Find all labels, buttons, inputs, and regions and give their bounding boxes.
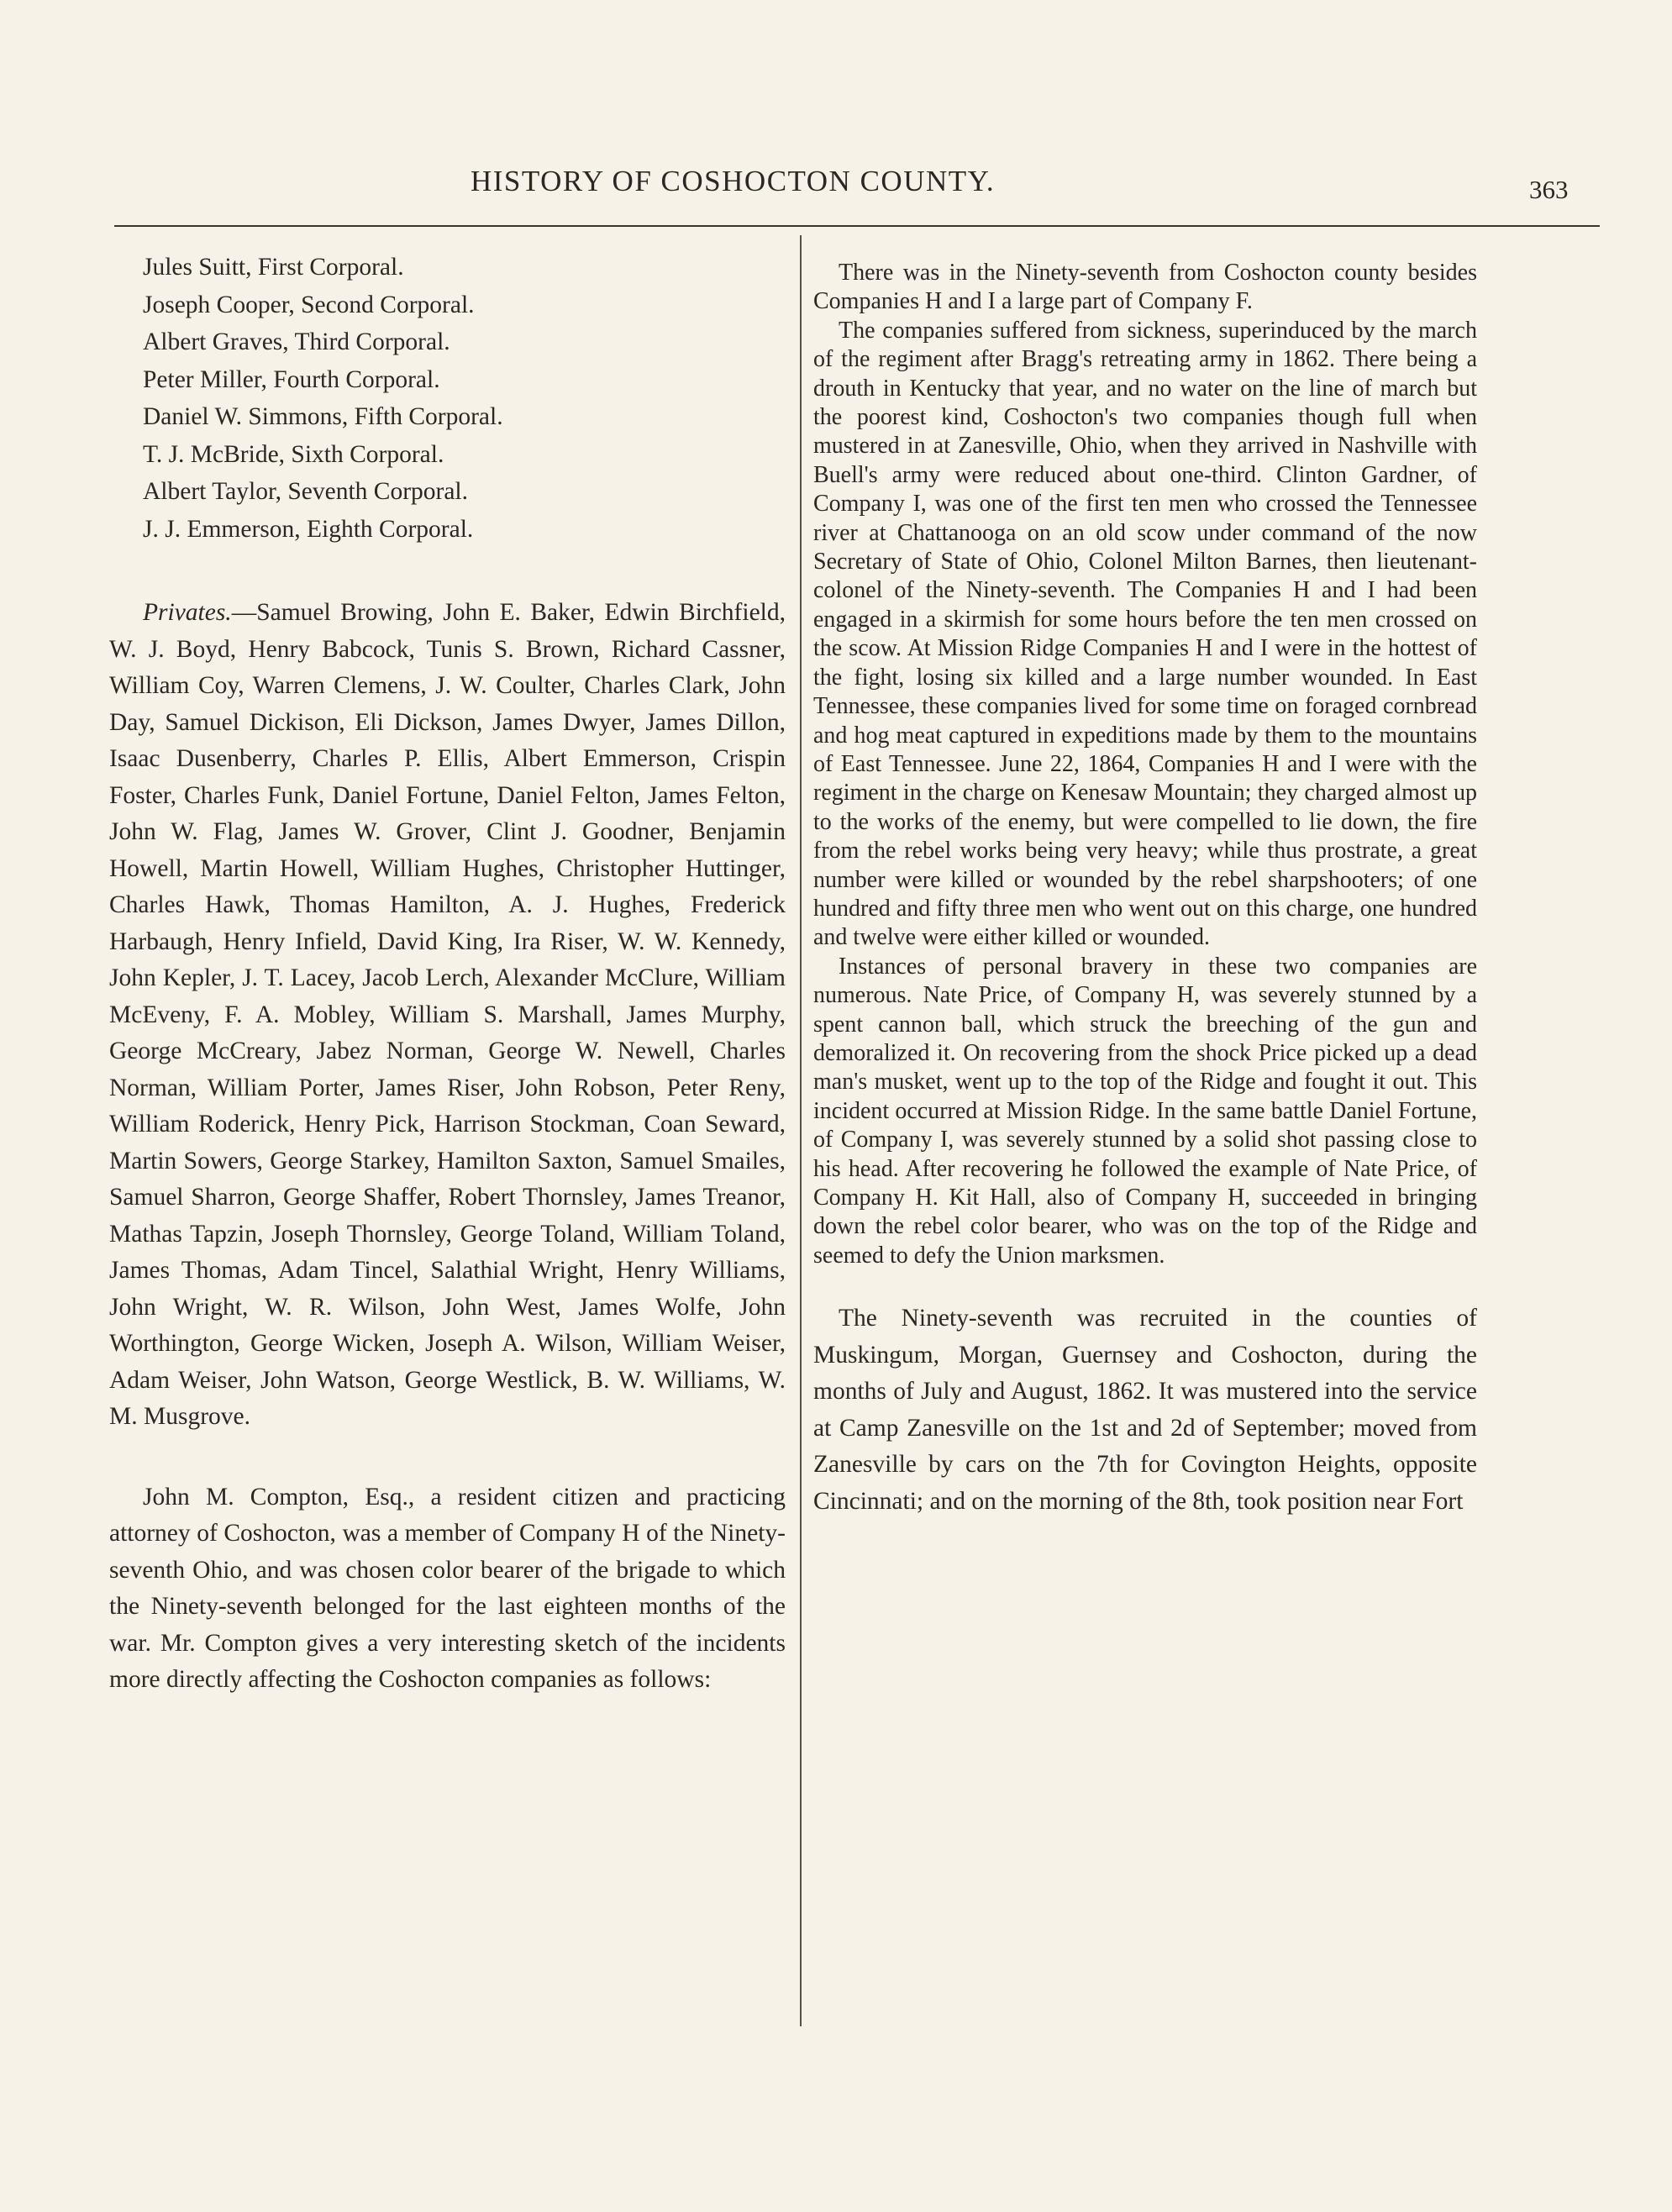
roster-line: Daniel W. Simmons, Fifth Corporal. — [143, 403, 503, 430]
roster-line: Jules Suitt, First Corporal. — [143, 254, 404, 281]
narrative-paragraph: Instances of personal bravery in these two companies are numerous. Nate Price, of Company H, was severely stunned by a spent cannon ball, which struck the breeching of the gun and demoralized it. On recovering from the shock Price picked up a dead man's musket, went up to the top of the Ridge and fought it out. This incident occurred at Mission Ridge. In the same battle Daniel Fortune, of Company I, was severely stunned by a solid shot passing close to his head. After recovering he followed the example of Nate Price, of Company H. Kit Hall, also of Company H, succeeded in bringing down the rebel color bearer, who was on the top of the Ridge and seemed to defy the Union marksmen. — [813, 953, 1477, 1269]
page-number: 363 — [1529, 175, 1569, 204]
column-divider — [800, 235, 802, 2026]
compton-narrative — [813, 259, 1477, 1270]
narrative-paragraph: There was in the Ninety-seventh from Coshocton county besides Companies H and I a large part of Company F. — [813, 260, 1477, 315]
narrative-paragraph: The companies suffered from sickness, superinduced by the march of the regiment after Bragg's retreating army in 1862. There being a drouth in Kentucky that year, and no water on the line of march but the poorest kind, Coshocton's two companies though full when mustered in at Zanesville, Ohio, when they arrived in Nashville with Buell's army were reduced about one-third. Clinton Gardner, of Company I, was one of the first ten men who crossed the Tennessee river at Chattanooga on an old scow under command of the now Secretary of State of Ohio, Colonel Milton Barnes, then lieutenant-colonel of the Ninety-seventh. The Companies H and I had been engaged in a skirmish for some hours before the ten men crossed on the scow. At Mission Ridge Companies H and I were in the hottest of the fight, losing six killed and a large number wounded. In East Tennessee, these companies lived for some time on foraged cornbread and hog meat captured in expeditions made by them to the mountains of East Tennessee. June 22, 1864, Companies H and I were with the regiment in the charge on Kenesaw Mountain; they charged almost up to the works of the enemy, but were compelled to lie down, the fire from the rebel works being very heavy; while thus prostrate, a great number were killed or wounded by the rebel sharpshooters; of one hundred and fifty three men who went out on this charge, one hundred and twelve were either killed or wounded. — [813, 317, 1477, 951]
recruitment-paragraph: The Ninety-seventh was recruited in the counties of Muskingum, Morgan, Guernsey and Coshocton, during the months of July and August, 1862. It was mustered into the service at Camp Zanesville on the 1st and 2d of September; moved from Zanesville by cars on the 7th for Covington Heights, opposite Cincinnati; and on the morning of the 8th, took position near Fort — [813, 1305, 1477, 1515]
roster-line: J. J. Emmerson, Eighth Corporal. — [143, 515, 474, 543]
roster-line: T. J. McBride, Sixth Corporal. — [143, 440, 444, 468]
header-rule — [114, 225, 1600, 227]
privates-list: —Samuel Browing, John E. Baker, Edwin Birchfield, W. J. Boyd, Henry Babcock, Tunis S. Brown, Richard Cassner, William Coy, Warren Clemens, J. W. Coulter, Charles Clark, John Day, Samuel Dickison, Eli Dickson, James Dwyer, James Dillon, Isaac Dusenberry, Charles P. Ellis, Albert Emmerson, Crispin Foster, Charles Funk, Daniel Fortune, Daniel Felton, James Felton, John W. Flag, James W. Grover, Clint J. Goodner, Benjamin Howell, Martin Howell, William Hughes, Christopher Huttinger, Charles Hawk, Thomas Hamilton, A. J. Hughes, Frederick Harbaugh, Henry Infield, David King, Ira Riser, W. W. Kennedy, John Kepler, J. T. Lacey, Jacob Lerch, Alexander McClure, William McEveny, F. A. Mobley, William S. Marshall, James Murphy, George McCreary, Jabez Norman, George W. Newell, Charles Norman, William Porter, James Riser, John Robson, Peter Reny, William Roderick, Henry Pick, Harrison Stockman, Coan Seward, Martin Sowers, George Starkey, Hamilton Saxton, Samuel Smailes, Samuel Sharron, George Shaffer, Robert Thornsley, James Treanor, Mathas Tapzin, Joseph Thornsley, George Toland, William Toland, James Thomas, Adam Tincel, Salathial Wright, Henry Williams, John Wright, W. R. Wilson, John West, James Wolfe, John Worthington, George Wicken, Joseph A. Wilson, William Weiser, Adam Weiser, John Watson, George Westlick, B. W. Williams, W. M. Musgrove. — [109, 599, 786, 1430]
privates-paragraph — [109, 595, 786, 1436]
privates-label: Privates. — [143, 599, 232, 626]
right-column — [813, 259, 1477, 1545]
compton-paragraph: John M. Compton, Esq., a resident citizen and practicing attorney of Coshocton, was a member of Company H of the Ninety-seventh Ohio, and was chosen color bearer of the brigade to which the Ninety-seventh belonged for the last eighteen months of the war. Mr. Compton gives a very interesting sketch of the incidents more directly affecting the Coshocton companies as follows: — [109, 1483, 786, 1693]
running-title: HISTORY OF COSHOCTON COUNTY. — [471, 165, 996, 197]
left-column — [109, 249, 786, 1723]
roster-line: Joseph Cooper, Second Corporal. — [143, 291, 475, 318]
roster-line: Albert Graves, Third Corporal. — [143, 328, 450, 355]
corporals-roster — [143, 249, 786, 548]
roster-line: Peter Miller, Fourth Corporal. — [143, 365, 440, 393]
roster-line: Albert Taylor, Seventh Corporal. — [143, 478, 469, 505]
